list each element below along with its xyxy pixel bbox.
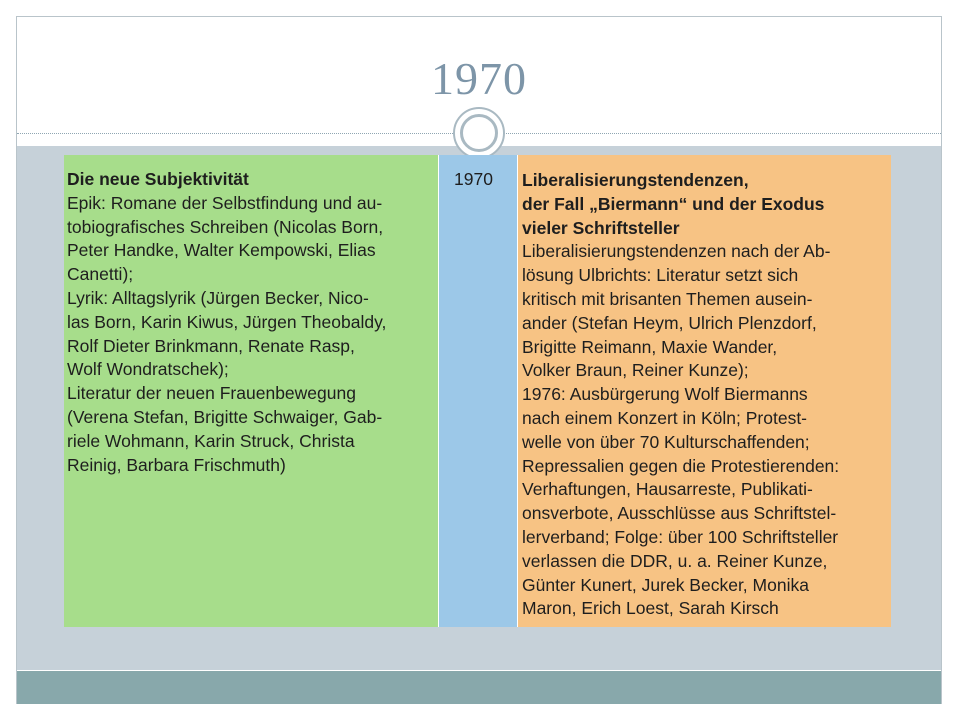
column-right — [518, 155, 891, 627]
slide-title: 1970 — [431, 53, 527, 104]
right-line: Brigitte Reimann, Maxie Wander, — [522, 336, 778, 357]
year-label: 1970 — [454, 169, 493, 189]
right-line: kritisch mit brisanten Themen ausein- — [522, 288, 813, 309]
right-line: Liberalisierungstendenzen nach der Ab- — [522, 241, 831, 262]
right-line: welle von über 70 Kulturschaffenden; — [522, 431, 810, 452]
right-line: lerverband; Folge: über 100 Schriftsteller — [522, 526, 839, 547]
left-line: Epik: Romane der Selbstfindung und au- — [67, 192, 383, 213]
left-line: Rolf Dieter Brinkmann, Renate Rasp, — [67, 335, 355, 356]
right-heading-line: Liberalisierungstendenzen, — [522, 170, 749, 190]
right-line: Günter Kunert, Jurek Becker, Monika — [522, 574, 809, 595]
timeline-table — [64, 155, 891, 627]
circle-ornament-icon — [453, 107, 505, 159]
right-line: ander (Stefan Heym, Ulrich Plenzdorf, — [522, 312, 817, 333]
left-line: Wolf Wondratschek); — [67, 359, 229, 380]
left-line: (Verena Stefan, Brigitte Schwaiger, Gab- — [67, 406, 383, 427]
right-line: nach einem Konzert in Köln; Protest- — [522, 407, 808, 428]
column-year — [439, 155, 517, 627]
right-line: Volker Braun, Reiner Kunze); — [522, 360, 749, 381]
right-line: lösung Ulbrichts: Literatur setzt sich — [522, 265, 799, 286]
right-line: Repressalien gegen die Protestierenden: — [522, 455, 840, 476]
right-line: 1976: Ausbürgerung Wolf Biermanns — [522, 384, 808, 405]
footer-band — [17, 671, 941, 704]
right-line: verlassen die DDR, u. a. Reiner Kunze, — [522, 550, 828, 571]
left-line: Reinig, Barbara Frischmuth) — [67, 454, 286, 475]
column-left — [64, 155, 438, 627]
right-heading-line: vieler Schriftsteller — [522, 217, 680, 238]
left-line: riele Wohmann, Karin Struck, Christa — [67, 430, 355, 451]
right-line: Verhaftungen, Hausarreste, Publikati- — [522, 479, 813, 500]
left-line: Canetti); — [67, 264, 134, 285]
left-line: Lyrik: Alltagslyrik (Jürgen Becker, Nico- — [67, 287, 369, 308]
left-line: Literatur der neuen Frauenbewegung — [67, 383, 356, 404]
right-heading-line: der Fall „Biermann“ und der Exodus — [522, 193, 825, 214]
circle-ornament-inner — [460, 114, 498, 152]
left-line: tobiografisches Schreiben (Nicolas Born, — [67, 216, 384, 237]
right-line: Maron, Erich Loest, Sarah Kirsch — [522, 598, 779, 619]
left-heading: Die neue Subjektivität — [67, 169, 249, 189]
left-line: Peter Handke, Walter Kempowski, Elias — [67, 240, 376, 261]
left-line: las Born, Karin Kiwus, Jürgen Theobaldy, — [67, 311, 387, 332]
right-line: onsverbote, Ausschlüsse aus Schriftstel- — [522, 503, 837, 524]
